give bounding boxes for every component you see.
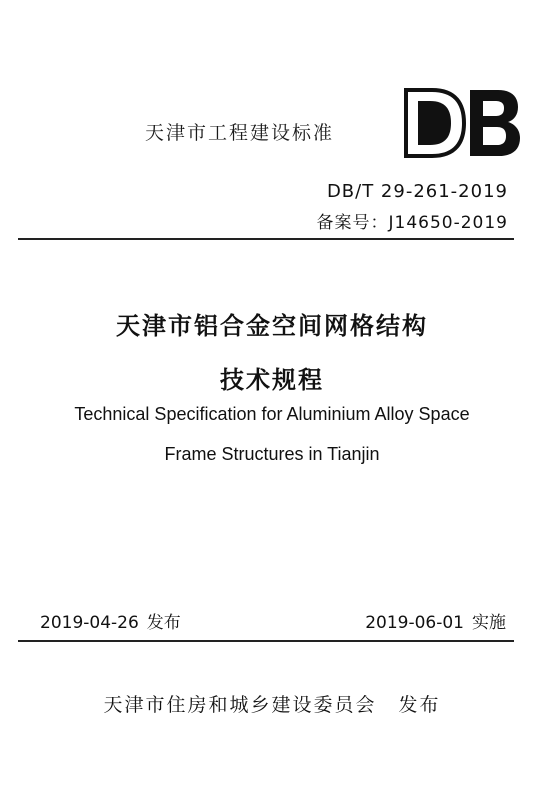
record-number-value: J14650-2019 xyxy=(388,213,508,233)
title-english-line-1: Technical Specification for Aluminium Alloy Space xyxy=(74,404,470,424)
issue-date-line xyxy=(40,608,181,633)
issue-date: 2019-04-26 xyxy=(40,613,139,633)
standard-code: DB/T 29-261-2019 xyxy=(326,181,508,202)
issue-label: 发布 xyxy=(146,613,181,633)
db-logo xyxy=(402,86,522,160)
db-logo-b-hole-top xyxy=(483,101,504,116)
db-logo-d-inner xyxy=(418,101,451,145)
title-chinese-line-1: 天津市铝合金空间网格结构 xyxy=(116,312,428,340)
implement-date-line xyxy=(365,608,506,633)
record-number-line xyxy=(317,208,509,233)
title-chinese-line-2: 技术规程 xyxy=(220,366,324,394)
implement-date: 2019-06-01 xyxy=(365,613,464,633)
record-number-label: 备案号： xyxy=(316,213,389,233)
db-logo-b-hole-bottom xyxy=(483,127,506,145)
title-english-line-2: Frame Structures in Tianjin xyxy=(164,444,380,464)
bottom-divider xyxy=(18,640,514,642)
publisher-line xyxy=(0,690,544,717)
top-divider xyxy=(18,238,514,240)
publish-label: 发布 xyxy=(398,694,441,716)
implement-label: 实施 xyxy=(472,613,506,633)
db-logo-b xyxy=(470,90,520,156)
standard-series-title: 天津市工程建设标准 xyxy=(145,122,335,144)
publisher-name: 天津市住房和城乡建设委员会 xyxy=(103,694,377,716)
